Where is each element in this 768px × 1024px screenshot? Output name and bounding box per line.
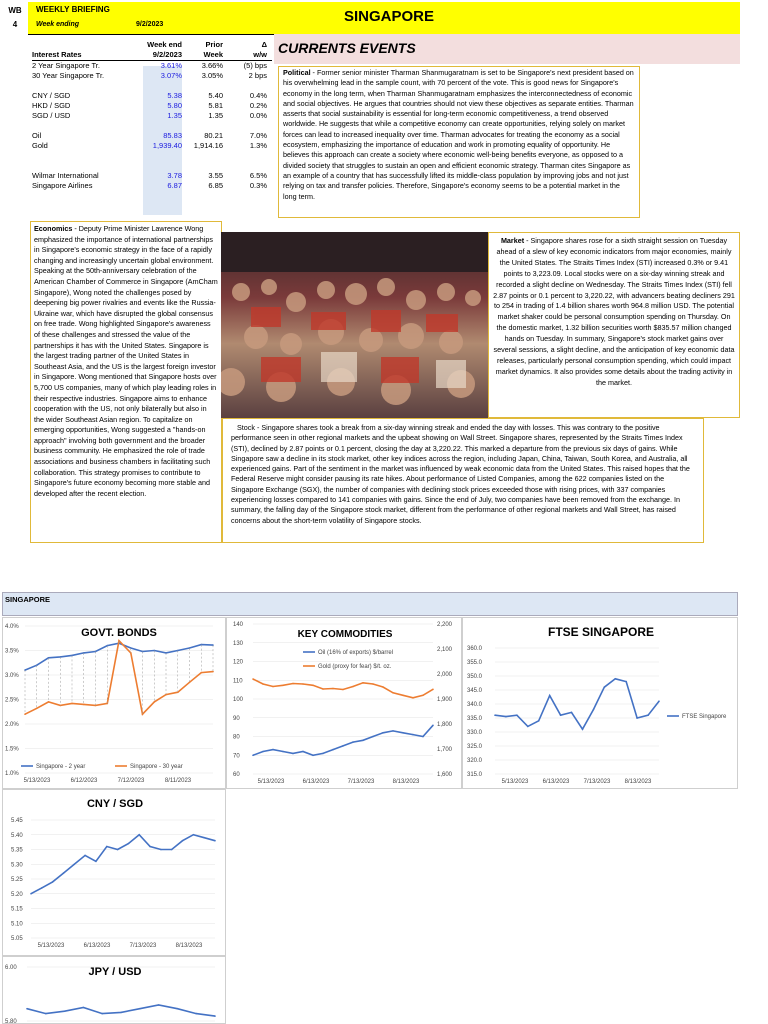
x-tick-label: 5/13/2023 [37, 943, 65, 949]
x-tick-label: 5/13/2023 [23, 778, 51, 784]
y-tick-label: 140 [233, 622, 244, 628]
data-point [372, 736, 374, 738]
y-tick-label: 2.0% [5, 722, 19, 728]
rate-change: (5) bps [243, 61, 267, 70]
data-point [214, 1015, 216, 1017]
data-point [252, 755, 254, 757]
rate-row [32, 121, 272, 131]
rate-prior: 1.35 [208, 111, 223, 120]
data-point [101, 1013, 103, 1015]
data-point [24, 713, 26, 715]
data-point [372, 683, 374, 685]
data-point [83, 1007, 85, 1009]
data-point [392, 692, 394, 694]
col2-sub: Week [203, 50, 223, 59]
data-point [494, 714, 496, 716]
rate-prior: 6.85 [208, 181, 223, 190]
data-point [182, 840, 184, 842]
rate-row [32, 61, 272, 71]
rate-row [32, 81, 272, 91]
legend-entry: Singapore - 2 year [36, 764, 86, 770]
data-point [272, 686, 274, 688]
data-point [214, 840, 216, 842]
y-tick-label: 315.0 [467, 772, 483, 778]
rate-prior: 3.05% [201, 71, 223, 80]
market-body: - Singapore shares rose for a sixth straight session on Tuesday ahead of a slew of key economic indicators from major economies, mainly the United States. The Straits Times Index (STI) increased 0.3% or 9.41 points to 3,223.09. Local stocks were on a six-day winning streak and recorded a slight decline on Wednesday. The Straits Times Index (STI) fell 2.87 points or 0.1 percent to 3,220.22, with advancers beating decliners 291 to 254 in trading of 1.4 billion shares worth 964.8 million USD. The potential market shaker could be personal consumption spending on Thursday. On the domestic market, 1.32 billion securities worth $835.57 million changed hands on Tuesday. In summary, Singapore's stock market gains over several sessions, a slight decline, and the anticipation of key economic data releases, particularly personal consumption spending, which could impact market dynamics. It also provides some details about the trading activity in the market. [493, 236, 735, 387]
x-tick-label: 5/13/2023 [257, 779, 285, 785]
data-point [332, 749, 334, 751]
col2-head: Prior [205, 40, 223, 49]
crowd-photo-art [221, 232, 488, 418]
data-point [412, 734, 414, 736]
ftse-plot [467, 646, 727, 785]
data-point [292, 753, 294, 755]
key-commodities-plot [233, 622, 453, 785]
y-tick-label: 6.00 [5, 965, 17, 971]
x-tick-label: 6/13/2023 [542, 779, 570, 785]
data-point [412, 697, 414, 699]
y2-tick-label: 2,100 [437, 647, 453, 653]
data-point [392, 730, 394, 732]
data-point [60, 705, 62, 707]
key-commodities-title: KEY COMMODITIES [297, 629, 393, 640]
y-tick-label: 355.0 [467, 660, 483, 666]
data-point [422, 695, 424, 697]
rates-label: Interest Rates [32, 50, 82, 59]
data-point [402, 732, 404, 734]
rate-prior: 5.81 [208, 101, 223, 110]
y2-tick-label: 1,800 [437, 722, 453, 728]
y-tick-label: 5.35 [11, 847, 23, 854]
data-point [45, 1013, 47, 1015]
rate-now: 1.35 [167, 111, 182, 120]
data-point [26, 1008, 28, 1010]
y-tick-label: 5.30 [11, 862, 23, 869]
economics-text [34, 224, 218, 499]
rate-row [32, 161, 272, 171]
data-point [158, 1004, 160, 1006]
y-tick-label: 90 [233, 715, 240, 722]
data-point [282, 685, 284, 687]
legend-entry: Gold (proxy for fear) $/t. oz. [318, 664, 392, 670]
col1-sub: 9/2/2023 [152, 50, 182, 59]
y-tick-label: 345.0 [467, 688, 483, 694]
rate-change: 0.3% [249, 181, 267, 190]
rate-prior: 3.66% [201, 61, 223, 70]
data-point [63, 872, 65, 874]
data-point [332, 688, 334, 690]
rate-now: 5.80 [167, 101, 182, 110]
rate-change: 6.5% [249, 171, 267, 180]
y2-tick-label: 1,600 [437, 772, 453, 778]
rate-row [32, 101, 272, 111]
ftse-title: FTSE SINGAPORE [547, 625, 655, 639]
data-point [36, 708, 38, 710]
rate-change: 0.0% [249, 111, 267, 120]
data-point [382, 732, 384, 734]
x-tick-label: 6/13/2023 [83, 943, 111, 949]
rate-row [32, 141, 272, 151]
political-label: Political [283, 68, 311, 77]
rate-row [32, 171, 272, 181]
y-tick-label: 5.20 [11, 891, 23, 898]
y-tick-label: 335.0 [467, 716, 483, 722]
y-tick-label: 130 [233, 640, 244, 647]
series-line-0 [253, 725, 433, 755]
y2-tick-label: 1,900 [437, 697, 453, 703]
key-commodities-chart [226, 617, 462, 789]
data-point [30, 893, 32, 895]
data-point [201, 672, 203, 674]
data-point [142, 713, 144, 715]
govt-bonds-title: GOVT. BONDS [81, 627, 157, 639]
crowd-photo [221, 232, 488, 418]
data-point [571, 712, 573, 714]
data-point [106, 846, 108, 848]
x-tick-label: 5/13/2023 [501, 779, 529, 785]
data-point [195, 1013, 197, 1015]
y-tick-label: 5.80 [5, 1019, 17, 1024]
economics-box [30, 221, 222, 543]
political-body: - Former senior minister Tharman Shanmugaratnam is set to be Singapore's next president based on his overwhelming lead in the sample count, with 70 percent of the vote. This is good news for Singapore's economy in the long term, when Tharman Shanmugaratnam emphasizes the interconnectedness of economic and social objectives. He argues that countries should not view these objectives as separate entities. Tharman asserts that social sustainability is essential for long-term economic competitiveness, a trend observed worldwide. He suggests that while a competitive economy can create opportunities, relying solely on market forces can lead to increased inequality over time. Tharman advocates for treating the economy as a social ecosystem, emphasizing the importance of education and work in promoting equality of opportunity. He believes this approach can create a society where economic well-being benefits everyone, as opposed to a divided society that struggles to sustain an open and efficient economic strategy. Tharman cites Singapore as an example of a country that has successfully lifted its middle-class population by improving jobs and not just relying on tax and transfer policies. Therefore, Singapore's economy seems to be a potential market in the long term. [283, 68, 634, 201]
y-tick-label: 100 [233, 697, 244, 703]
govt-bonds-plot [5, 624, 214, 784]
rate-label: HKD / SGD [32, 101, 71, 110]
rate-row [32, 111, 272, 121]
data-point [41, 887, 43, 889]
data-point [84, 855, 86, 857]
data-point [262, 683, 264, 685]
y-tick-label: 3.0% [5, 673, 19, 679]
current-events-title: CURRENTS EVENTS [278, 40, 416, 56]
y2-tick-label: 1,700 [437, 747, 453, 753]
rate-prior: 5.40 [208, 91, 223, 100]
y-tick-label: 1.0% [5, 771, 19, 777]
data-point [52, 881, 54, 883]
stock-body: Stock - Singapore shares took a break from a six-day winning streak and ended the day with losses. This was contrary to the positive performance seen in other regional markets and the upbeat showing on Wall Street. Singapore shares, represented by the Straits Times Index (STI), declined by 2.87 points or 0.1 percent, closing the day at 3,220.22. This marked a departure from the previous six days of gains. While Singapore saw a decline in its stock market, other key indices across the region, including Japan, China, Taiwan, South Korea, and Australia, all experienced gains. Part of the sentiment in the market was influenced by weak economic data from the United States. This raised hopes that the Federal Reserve might consider pausing its rate hikes. About performance of Listed Companies, among the 622 companies listed on the Singapore Exchange (SGX), the number of companies with declining stock prices exceeded those with rising prices, with 337 companies experiencing losses compared to 141 companies with gains. Since the end of July, two companies have been removed from the exchange. In summary, the falling day of the Singapore stock market, different from the performance of other regional markets and Wall Street, has raised concerns about the short-term volatility of Singapore stocks. [231, 423, 690, 525]
y-tick-label: 5.25 [11, 877, 23, 883]
political-box [278, 66, 640, 218]
rate-prior: 1,914.16 [193, 141, 223, 150]
y-tick-label: 360.0 [467, 646, 483, 652]
rate-label: Gold [32, 141, 48, 150]
x-tick-label: 8/13/2023 [624, 779, 652, 785]
data-point [604, 686, 606, 688]
y-tick-label: 5.45 [11, 818, 23, 824]
y-tick-label: 5.15 [11, 906, 23, 913]
y-tick-label: 320.0 [467, 758, 483, 764]
y-tick-label: 325.0 [467, 744, 483, 750]
y-tick-label: 70 [233, 753, 240, 760]
data-point [139, 1008, 141, 1010]
rate-label: CNY / SGD [32, 91, 71, 100]
jpy-usd-title: JPY / USD [88, 966, 142, 978]
cny-sgd-title: CNY / SGD [86, 798, 144, 810]
data-point [432, 689, 434, 691]
y-tick-label: 5.10 [11, 921, 23, 928]
data-point [352, 686, 354, 688]
data-point [312, 685, 314, 687]
current-events-header [274, 34, 740, 64]
data-point [636, 717, 638, 719]
rate-now: 3.07% [160, 71, 182, 80]
rate-change: 0.4% [249, 91, 267, 100]
data-point [272, 749, 274, 751]
data-point [593, 709, 595, 711]
rate-row [32, 71, 272, 81]
cny-sgd-chart [2, 789, 226, 956]
data-point [312, 755, 314, 757]
rate-row [32, 181, 272, 191]
rate-now: 1,939.40 [152, 141, 182, 150]
ftse-chart [462, 617, 738, 789]
col3-sub: w/w [253, 50, 267, 59]
series-line-1 [25, 641, 213, 715]
data-point [262, 751, 264, 753]
x-tick-label: 8/11/2023 [164, 778, 192, 784]
stock-box [222, 418, 704, 543]
data-point [322, 688, 324, 690]
economics-label: Economics [34, 224, 73, 233]
rate-label: 2 Year Singapore Tr. [32, 61, 100, 70]
wb-number: 4 [12, 20, 18, 29]
data-point [128, 843, 130, 845]
data-point [252, 678, 254, 680]
political-text [283, 68, 635, 202]
rate-row [32, 131, 272, 141]
legend-entry: Singapore - 30 year [130, 764, 183, 770]
rate-now: 85.83 [163, 131, 182, 140]
data-point [432, 725, 434, 727]
rate-change: 0.2% [249, 101, 267, 110]
y-tick-label: 110 [233, 678, 243, 685]
x-tick-label: 8/13/2023 [175, 943, 203, 949]
data-point [160, 849, 162, 851]
rates-table [32, 40, 272, 191]
series-line-0 [27, 1005, 215, 1016]
data-point [538, 720, 540, 722]
rate-label: SGD / USD [32, 111, 71, 120]
data-point [516, 714, 518, 716]
wb-text: WB [8, 6, 22, 15]
rate-label: Oil [32, 131, 42, 140]
data-point [138, 834, 140, 836]
y-tick-label: 3.5% [5, 648, 19, 655]
data-point [302, 751, 304, 753]
data-point [64, 1010, 66, 1012]
rate-change: 7.0% [249, 131, 267, 140]
y-tick-label: 80 [233, 734, 240, 741]
data-point [505, 716, 507, 718]
data-point [171, 849, 173, 851]
data-point [342, 745, 344, 747]
data-point [647, 714, 649, 716]
rate-label: Singapore Airlines [32, 181, 93, 190]
data-point [193, 834, 195, 836]
header-bar [28, 2, 740, 35]
data-point [292, 683, 294, 685]
y2-tick-label: 2,200 [437, 622, 453, 628]
y-tick-label: 330.0 [467, 730, 483, 736]
rates-rows [32, 61, 272, 191]
rate-label: Wilmar International [32, 171, 99, 180]
data-point [117, 849, 119, 851]
market-text [493, 236, 735, 389]
data-point [83, 704, 85, 706]
data-point [302, 683, 304, 685]
rate-prior: 80.21 [204, 131, 223, 140]
data-point [95, 861, 97, 863]
y-tick-label: 340.0 [467, 702, 483, 708]
data-point [203, 837, 205, 839]
y-tick-label: 350.0 [467, 674, 483, 680]
country-title: SINGAPORE [344, 8, 435, 25]
week-label: Week ending [36, 21, 80, 28]
data-point [549, 695, 551, 697]
y-tick-label: 120 [233, 659, 244, 666]
data-point [527, 726, 529, 728]
rate-prior: 3.55 [208, 171, 223, 180]
cny-sgd-plot [11, 818, 216, 949]
x-tick-label: 7/13/2023 [129, 943, 157, 949]
rate-change: 1.3% [249, 141, 267, 150]
rate-now: 3.78 [167, 171, 182, 180]
y2-tick-label: 2,000 [437, 672, 453, 678]
rate-row [32, 91, 272, 101]
data-point [382, 686, 384, 688]
x-tick-label: 7/13/2023 [347, 779, 375, 785]
x-tick-label: 7/13/2023 [583, 779, 611, 785]
data-point [120, 1012, 122, 1014]
section-label: SINGAPORE [5, 595, 51, 604]
x-tick-label: 6/13/2023 [302, 779, 330, 785]
data-point [149, 846, 151, 848]
y-tick-label: 4.0% [5, 624, 19, 630]
rate-label: 30 Year Singapore Tr. [32, 71, 105, 80]
data-point [74, 864, 76, 866]
data-point [322, 753, 324, 755]
legend-entry: FTSE Singapore [682, 714, 727, 720]
stock-text [231, 423, 695, 526]
data-point [615, 678, 617, 680]
y-tick-label: 60 [233, 772, 240, 778]
rate-change: 2 bps [248, 71, 267, 80]
data-point [282, 751, 284, 753]
data-point [582, 728, 584, 730]
govt-bonds-chart [2, 617, 226, 789]
jpy-usd-chart [2, 956, 226, 1024]
briefing-title: WEEKLY BRIEFING [36, 5, 110, 14]
data-point [154, 701, 156, 703]
rate-now: 3.61% [160, 61, 182, 70]
data-point [422, 736, 424, 738]
rate-now: 6.87 [167, 181, 182, 190]
market-label: Market [500, 236, 525, 245]
data-point [402, 695, 404, 697]
economics-body: - Deputy Prime Minister Lawrence Wong emphasized the importance of international partnerships in Singapore's economic strategy in the face of a rapidly changing and increasingly uncertain global environment. Speaking at the 50th-anniversary celebration of the American Chamber of Commerce in Singapore (AmCham Singapore), Wong noted the challenges posed by deepening big power rivalries and events like the Russia-Ukraine war, which have disrupted the global consensus on free trade. Wong highlighted Singapore's awareness of these challenges and stressed the value of the partnerships it has with the United States. Singapore is the largest trading partner of the United States in Southeast Asia, and the US is the largest foreign investor in Singapore. Wong mentioned that Singapore hosts over 5,700 US companies, many of which play leading roles in their respective industries. Singapore aims to enhance cooperation with the US, not only bilaterally but also in the wider Southeast Asian region. To capitalize on emerging opportunities, Wong suggested a "hands-on approach" involving both government and the broader business community. He emphasized the role of trade associations and business chambers in facilitating such collaboration. This strategy promises to contribute to Singapore's future economy becoming more stable and developed after the recent election. [34, 224, 218, 498]
wb-label [4, 4, 26, 32]
data-point [362, 682, 364, 684]
y-tick-label: 5.40 [11, 832, 23, 839]
col1-head: Week end [147, 40, 182, 49]
y-tick-label: 5.05 [11, 936, 23, 942]
data-point [625, 681, 627, 683]
legend-entry: Oil (16% of exports) $/barrel [318, 650, 394, 656]
data-point [362, 740, 364, 742]
week-date: 9/2/2023 [136, 21, 164, 28]
data-point [560, 714, 562, 716]
series-line-0 [25, 643, 213, 670]
rate-now: 5.38 [167, 91, 182, 100]
x-tick-label: 7/12/2023 [117, 778, 145, 784]
data-point [342, 689, 344, 691]
x-tick-label: 8/13/2023 [392, 779, 420, 785]
y-tick-label: 2.5% [5, 697, 19, 704]
data-point [658, 700, 660, 702]
rate-row [32, 151, 272, 161]
data-point [352, 741, 354, 743]
data-point [177, 1008, 179, 1010]
section-bar [2, 592, 738, 616]
y-tick-label: 1.5% [5, 746, 19, 753]
market-box [488, 232, 740, 418]
x-tick-label: 6/12/2023 [70, 778, 98, 784]
series-line-1 [253, 679, 433, 698]
col3-head: Δ [261, 40, 267, 49]
